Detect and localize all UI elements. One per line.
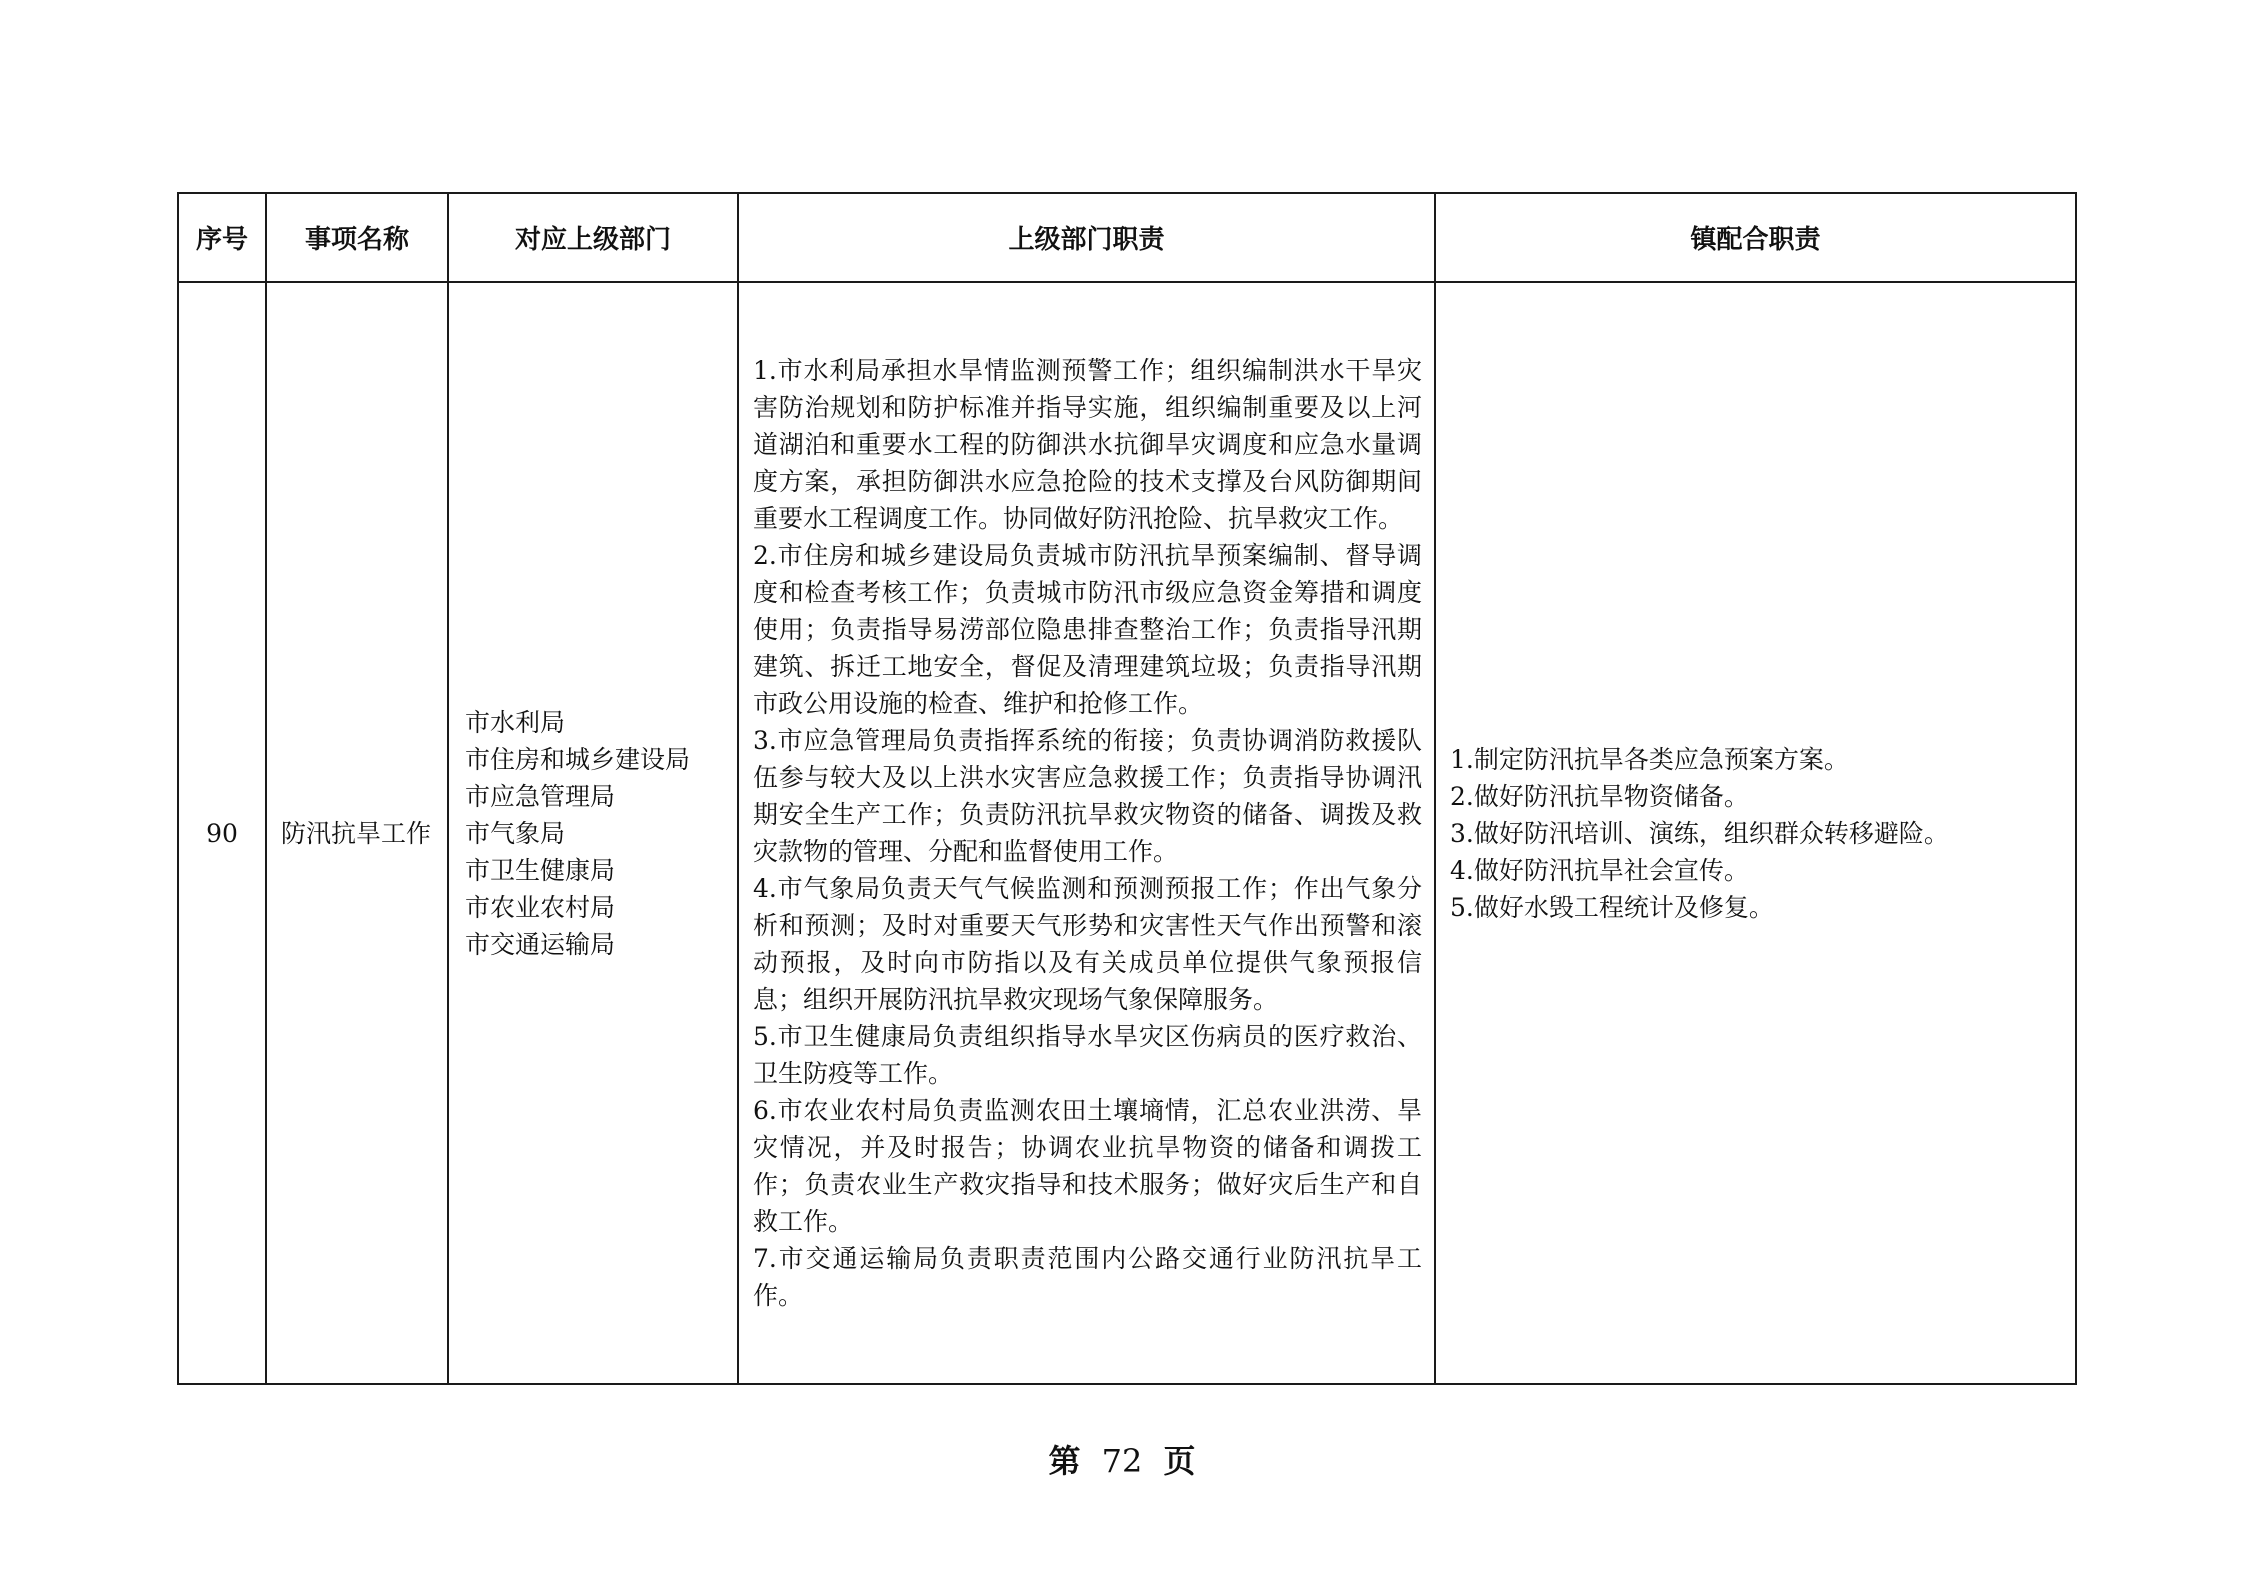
town-duty-item: 1.制定防汛抗旱各类应急预案方案。 — [1450, 744, 1849, 774]
superior-duty-paragraph: 1.市水利局承担水旱情监测预警工作；组织编制洪水干旱灾害防治规划和防护标准并指导实施，组织编制重要及以上河道湖泊和重要水工程的防御洪水抗御旱灾调度和应急水量调度方案，承担防御洪水应急抢险的技术支撑及台风防御期间重要水工程调度工作。协同做好防汛抢险、抗旱救灾工作。 — [753, 356, 1422, 533]
row-town-duties — [1435, 282, 2076, 1384]
department-item: 市气象局 — [465, 818, 566, 848]
responsibility-table — [177, 192, 2077, 1385]
department-item: 市水利局 — [465, 707, 566, 737]
header-superior-duties: 上级部门职责 — [738, 193, 1435, 282]
superior-duty-paragraph: 4.市气象局负责天气气候监测和预测预报工作；作出气象分析和预测；及时对重要天气形势和灾害性天气作出预警和滚动预报，及时向市防指以及有关成员单位提供气象预报信息；组织开展防汛抗旱救灾现场气象保障服务。 — [753, 874, 1422, 1014]
header-superior-department: 对应上级部门 — [448, 193, 738, 282]
superior-duty-paragraph: 6.市农业农村局负责监测农田土壤墒情，汇总农业洪涝、旱灾情况，并及时报告；协调农业抗旱物资的储备和调拨工作；负责农业生产救灾指导和技术服务；做好灾后生产和自救工作。 — [753, 1096, 1422, 1236]
page-number — [0, 1436, 2244, 1482]
department-item: 市农业农村局 — [465, 892, 616, 922]
row-item-name: 防汛抗旱工作 — [266, 282, 448, 1384]
superior-duty-paragraph: 5.市卫生健康局负责组织指导水旱灾区伤病员的医疗救治、卫生防疫等工作。 — [753, 1022, 1422, 1088]
row-superior-duties — [738, 282, 1435, 1384]
page-number-value: 72 — [1101, 1442, 1143, 1480]
row-departments — [448, 282, 738, 1384]
department-item: 市卫生健康局 — [465, 855, 616, 885]
town-duty-item: 4.做好防汛抗旱社会宣传。 — [1450, 855, 1749, 885]
header-town-duties: 镇配合职责 — [1435, 193, 2076, 282]
department-item: 市住房和城乡建设局 — [465, 744, 691, 774]
town-duty-item: 2.做好防汛抗旱物资储备。 — [1450, 781, 1749, 811]
page-number-suffix: 页 — [1163, 1442, 1196, 1480]
town-duty-item: 3.做好防汛培训、演练，组织群众转移避险。 — [1450, 818, 1949, 848]
page-number-prefix: 第 — [1048, 1442, 1081, 1480]
row-seq: 90 — [178, 282, 266, 1384]
header-item-name: 事项名称 — [266, 193, 448, 282]
department-item: 市交通运输局 — [465, 929, 616, 959]
header-seq: 序号 — [178, 193, 266, 282]
superior-duty-paragraph: 2.市住房和城乡建设局负责城市防汛抗旱预案编制、督导调度和检查考核工作；负责城市防汛市级应急资金筹措和调度使用；负责指导易涝部位隐患排查整治工作；负责指导汛期建筑、拆迁工地安全，督促及清理建筑垃圾；负责指导汛期市政公用设施的检查、维护和抢修工作。 — [753, 541, 1422, 718]
superior-duty-paragraph: 3.市应急管理局负责指挥系统的衔接；负责协调消防救援队伍参与较大及以上洪水灾害应急救援工作；负责指导协调汛期安全生产工作；负责防汛抗旱救灾物资的储备、调拨及救灾款物的管理、分配和监督使用工作。 — [753, 726, 1422, 866]
table-header-row — [178, 193, 2076, 282]
table-row — [178, 282, 2076, 1384]
superior-duty-paragraph: 7.市交通运输局负责职责范围内公路交通行业防汛抗旱工作。 — [753, 1244, 1422, 1310]
department-item: 市应急管理局 — [465, 781, 616, 811]
town-duty-item: 5.做好水毁工程统计及修复。 — [1450, 892, 1774, 922]
